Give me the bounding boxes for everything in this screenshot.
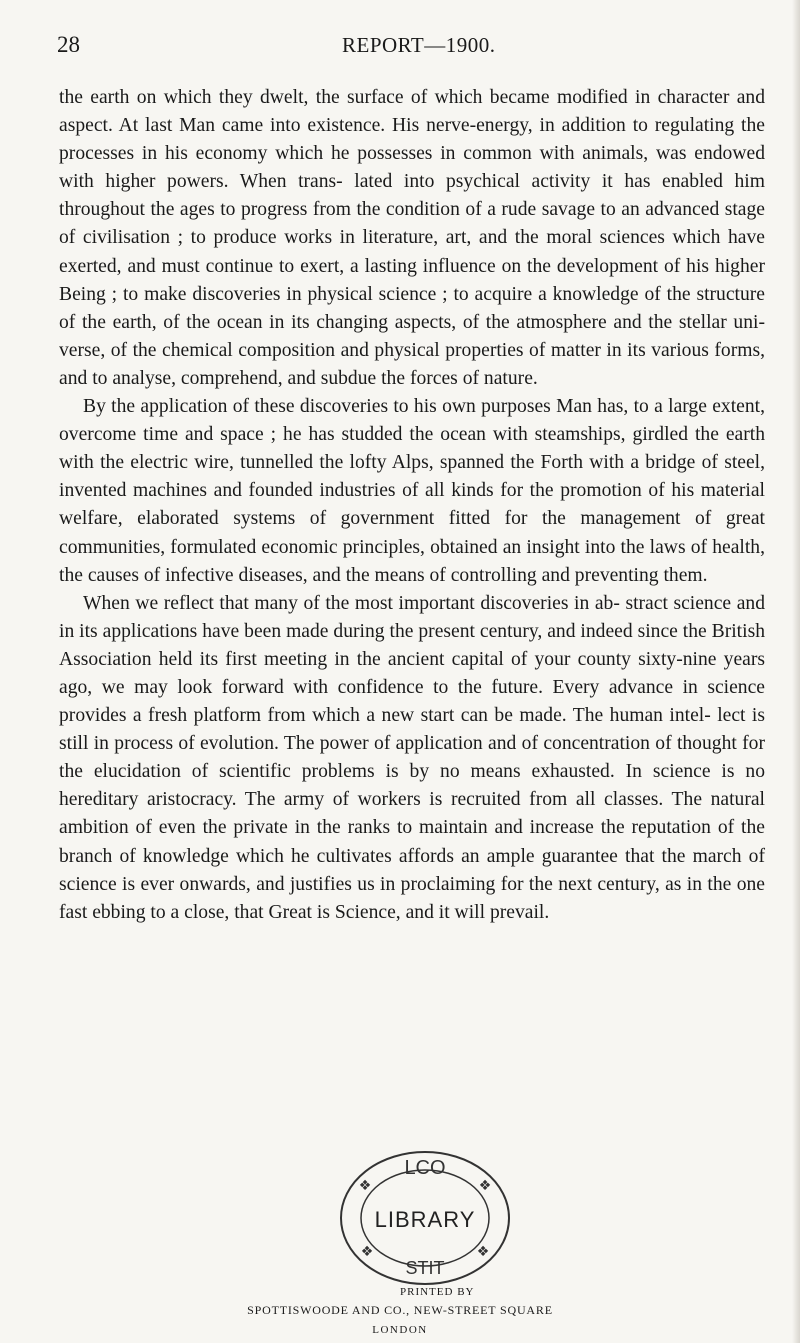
seal-lower-right-ornament: ❖ [476,1244,490,1260]
seal-right-ornament: ❖ [478,1178,492,1194]
imprint-city: LONDON [372,1324,428,1336]
body-text [59,84,765,927]
seal-bottom-arc-text: STIT [405,1258,445,1278]
page-number: 28 [57,32,80,57]
imprint-label: PRINTED BY [400,1286,475,1298]
seal-lower-left-ornament: ❖ [360,1244,374,1260]
imprint-printer: SPOTTISWOODE AND CO., NEW-STREET SQUARE [247,1303,553,1317]
library-stamp-seal [337,1148,513,1288]
page-edge-shadow [792,0,800,1343]
running-head: REPORT—1900. [342,33,496,57]
paragraph-conclusion: When we reflect that many of the most important discoveries in ab- stract science and in its applications have been made during the present century, and indeed since the British Association held its first meeting in the ancient capital of your county sixty-nine years ago, we may look forward with confidence to the future. Every advance in science provides a fresh platform from which a new start can be made. The human intel- lect is still in process of evolution. The power of application and of concentration of thought for the elucidation of scientific problems is by no means exhausted. In science is no hereditary aristocracy. The army of workers is recruited from all classes. The natural ambition of even the private in the ranks to maintain and increase the reputation of the branch of knowledge which he cultivates affords an ample guarantee that the march of science is ever onwards, and justifies us in proclaiming for the next century, as in the one fast ebbing to a close, that Great is Science, and it will prevail. [59,592,765,923]
paragraph-application: By the application of these discoveries to his own purposes Man has, to a large extent, overcome time and space ; he has studded the ocean with steamships, girdled the earth with the electric wire, tunnelled the lofty Alps, spanned the Forth with a bridge of steel, invented machines and founded industries of all kinds for the promotion of his material welfare, elaborated systems of government fitted for the management of great communities, formulated economic principles, obtained an insight into the laws of health, the causes of infective diseases, and the means of controlling and preventing them. [59,396,765,586]
seal-top-arc-text: LCO [404,1157,446,1179]
seal-center-text: LIBRARY [374,1207,476,1232]
paragraph-continuation: the earth on which they dwelt, the surface of which became modified in character and aspect. At last Man came into existence. His nerve-energy, in addition to regulating the processes in his economy which he possesses in common with animals, was endowed with higher powers. When trans- lated into psychical activity it has enabled him throughout the ages to progress from the condition of a rude savage to an advanced stage of civilisation ; to produce works in literature, art, and the moral sciences which have exerted, and must continue to exert, a lasting influence on the development of his higher Being ; to make discoveries in physical science ; to acquire a knowledge of the structure of the earth, of the ocean in its changing aspects, of the atmosphere and the stellar uni- verse, of the chemical composition and physical properties of matter in its various forms, and to analyse, comprehend, and subdue the forces of nature. [59,87,765,389]
seal-left-ornament: ❖ [358,1178,372,1194]
